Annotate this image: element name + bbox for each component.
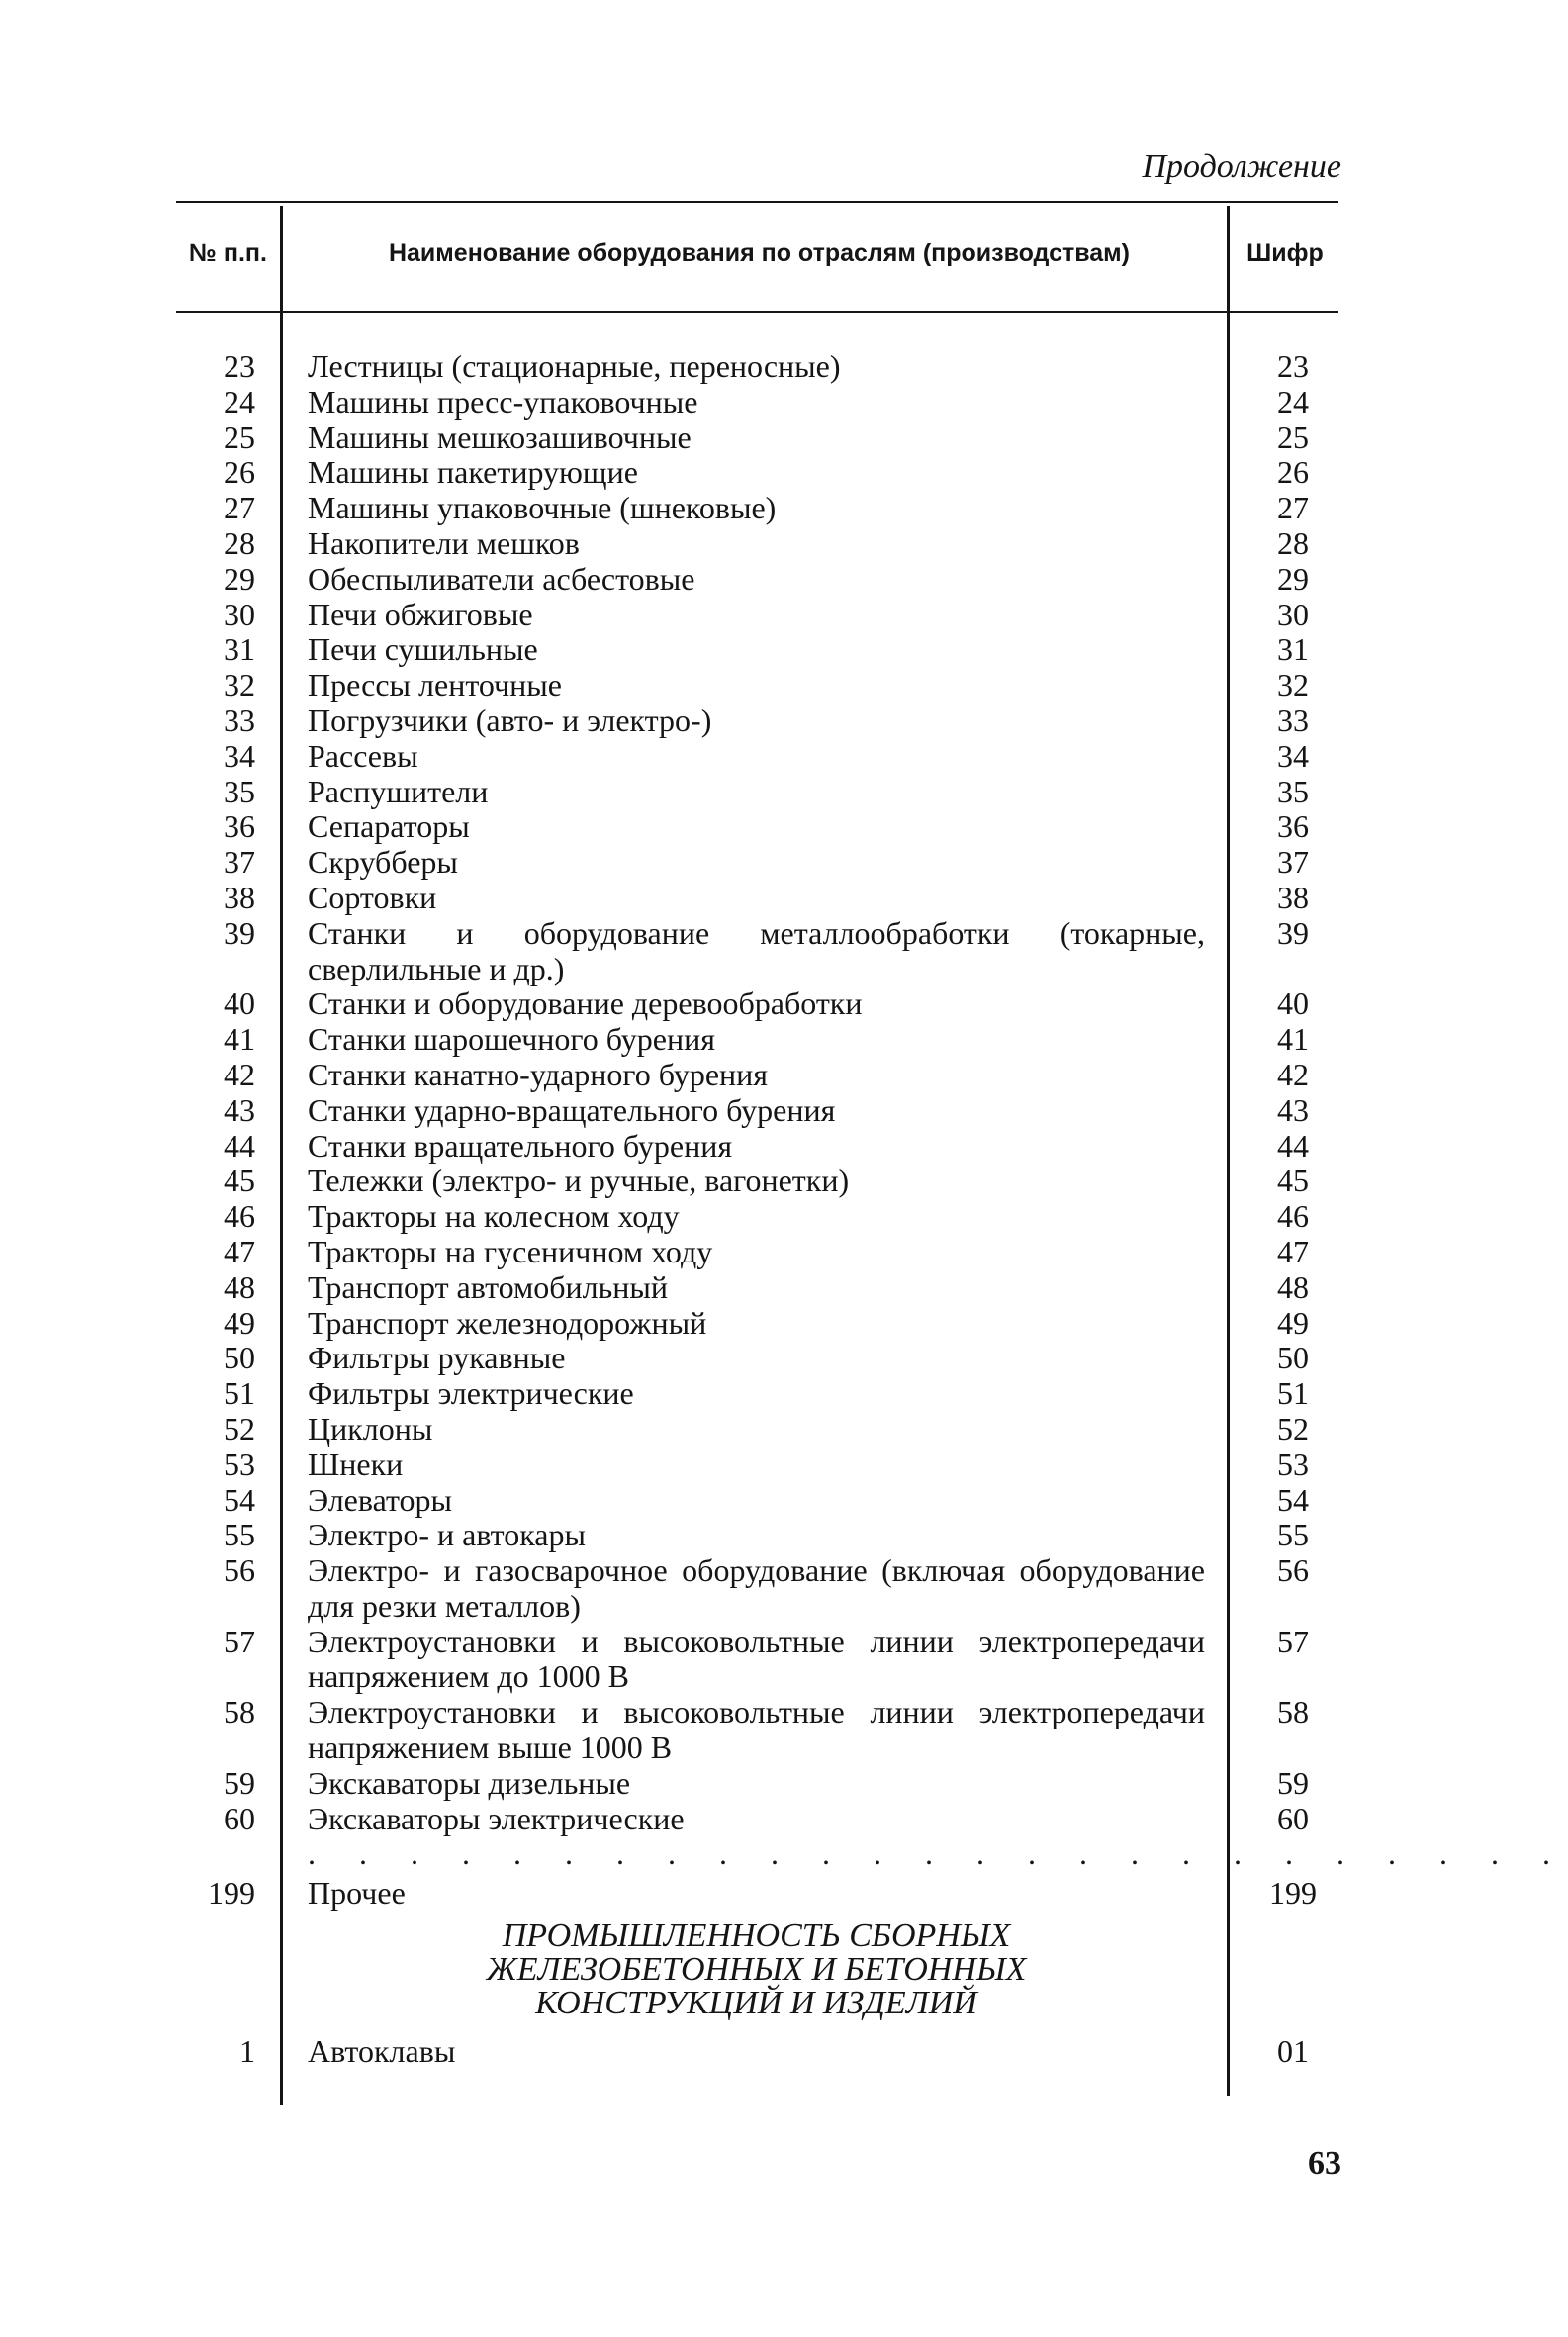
table-row	[0, 1695, 1520, 1766]
row-code: 31	[1277, 631, 1309, 668]
section-title	[308, 1912, 1205, 2030]
row-num: 46	[224, 1198, 255, 1235]
row-code: 42	[1277, 1056, 1309, 1092]
table-row	[0, 632, 1520, 668]
row-name: Тракторы на гусеничном ходу	[308, 1233, 713, 1269]
row-num: 59	[224, 1764, 255, 1801]
row-num: 29	[224, 560, 255, 597]
row-code: 58	[1277, 1694, 1309, 1730]
row-num: 25	[224, 419, 255, 455]
section-title-line-1: ПРОМЫШЛЕННОСТЬ СБОРНЫХ	[502, 1917, 1011, 1955]
row-name: Станки шарошечного бурения	[308, 1021, 715, 1058]
row-num: 55	[224, 1517, 255, 1553]
row-num: 39	[224, 914, 255, 951]
table-row	[0, 1093, 1520, 1129]
row-name: Станки ударно-вращательного бурения	[308, 1091, 836, 1128]
table-row	[0, 739, 1520, 775]
row-name: Станки и оборудование металлообработки (токарные, сверлильные и др.)	[308, 914, 1205, 986]
row-code: 49	[1277, 1304, 1309, 1341]
row-code: 43	[1277, 1091, 1309, 1128]
row-name: Тележки (электро- и ручные, вагонетки)	[308, 1163, 850, 1199]
table-row	[0, 1802, 1520, 1837]
table-row	[0, 1625, 1520, 1696]
row-name: Станки вращательного бурения	[308, 1127, 733, 1164]
row-num: 24	[224, 383, 255, 420]
row-code: 26	[1277, 454, 1309, 491]
row-code: 53	[1277, 1446, 1309, 1482]
row-name: Прессы ленточные	[308, 667, 562, 703]
row-num: 57	[224, 1623, 255, 1659]
row-num: 23	[224, 348, 255, 384]
row-num: 48	[224, 1268, 255, 1305]
row-num: 53	[224, 1446, 255, 1482]
table-row	[0, 1164, 1520, 1199]
row-code: 52	[1277, 1410, 1309, 1447]
row-name: Электро- и газосварочное оборудование (включая оборудование для резки металлов)	[308, 1552, 1205, 1624]
row-num: 41	[224, 1021, 255, 1058]
table-row	[0, 881, 1520, 916]
row-num: 43	[224, 1091, 255, 1128]
header-top-rule	[176, 201, 1338, 203]
table-row	[0, 385, 1520, 421]
section-rows	[0, 2034, 1520, 2070]
row-num: 1	[239, 2033, 255, 2070]
row-name: Машины пресс-упаковочные	[308, 383, 698, 420]
row-code: 38	[1277, 879, 1309, 915]
table-row	[0, 421, 1520, 456]
table-row	[0, 845, 1520, 881]
row-code: 32	[1277, 667, 1309, 703]
row-name: Распушители	[308, 773, 489, 809]
main-rows	[0, 349, 1520, 1836]
row-code: 54	[1277, 1481, 1309, 1518]
row-num: 54	[224, 1481, 255, 1518]
row-name: Фильтры электрические	[308, 1375, 634, 1412]
row-code: 01	[1277, 2033, 1309, 2070]
table-row	[0, 1199, 1520, 1235]
row-num: 44	[224, 1127, 255, 1164]
row-code: 57	[1277, 1623, 1309, 1659]
row-num: 36	[224, 808, 255, 845]
table-row	[0, 775, 1520, 810]
table-row	[0, 1306, 1520, 1342]
ellipsis-row	[0, 1835, 1568, 1872]
table-row	[0, 809, 1520, 845]
row-name: Погрузчики (авто- и электро-)	[308, 701, 712, 738]
row-num: 51	[224, 1375, 255, 1412]
row-num: 37	[224, 844, 255, 881]
row-name: Станки и оборудование деревообработки	[308, 985, 863, 1022]
row-code: 33	[1277, 701, 1309, 738]
table-row	[0, 526, 1520, 562]
row-num: 42	[224, 1056, 255, 1092]
row-code: 44	[1277, 1127, 1309, 1164]
row-name: Машины упаковочные (шнековые)	[308, 490, 777, 526]
row-name: Машины мешкозашивочные	[308, 419, 692, 455]
row-name: Накопители мешков	[308, 524, 580, 561]
row-name: Печи сушильные	[308, 631, 538, 668]
row-code: 40	[1277, 985, 1309, 1022]
section-title-line-3: КОНСТРУКЦИЙ И ИЗДЕЛИЙ	[535, 1985, 977, 2022]
table-row	[0, 1766, 1520, 1802]
row-code: 41	[1277, 1021, 1309, 1058]
table-row	[0, 1022, 1520, 1058]
table-row	[0, 1448, 1520, 1483]
table-row	[0, 1483, 1520, 1519]
row-code: 28	[1277, 524, 1309, 561]
row-num: 45	[224, 1163, 255, 1199]
row-name: Прочее	[308, 1875, 406, 1912]
table-row	[0, 703, 1520, 739]
table-row	[0, 1058, 1520, 1093]
header-bottom-rule	[176, 311, 1338, 313]
row-name: Станки канатно-ударного бурения	[308, 1056, 768, 1092]
row-code: 34	[1277, 737, 1309, 774]
row-num: 26	[224, 454, 255, 491]
table-row-other	[0, 1876, 1520, 1912]
row-num: 35	[224, 773, 255, 809]
table-row	[0, 455, 1520, 491]
ellipsis: . . . . . . . . . . . . . . . . . . . . . . . . .	[308, 1835, 1568, 1872]
row-num: 38	[224, 879, 255, 915]
row-name: Электроустановки и высоковольтные линии электропередачи напряжением до 1000 В	[308, 1623, 1205, 1695]
row-code: 60	[1277, 1800, 1309, 1836]
row-name: Циклоны	[308, 1410, 433, 1447]
table-row	[0, 986, 1520, 1022]
table-row	[0, 916, 1520, 987]
table-row	[0, 1235, 1520, 1270]
row-code: 59	[1277, 1764, 1309, 1801]
row-name: Электро- и автокары	[308, 1517, 586, 1553]
row-code: 45	[1277, 1163, 1309, 1199]
row-name: Экскаваторы дизельные	[308, 1764, 631, 1801]
row-code: 36	[1277, 808, 1309, 845]
table-row	[0, 349, 1520, 385]
row-code: 56	[1277, 1552, 1309, 1589]
row-num: 199	[208, 1875, 255, 1912]
row-code: 35	[1277, 773, 1309, 809]
row-code: 24	[1277, 383, 1309, 420]
row-name: Рассевы	[308, 737, 418, 774]
row-name: Фильтры рукавные	[308, 1340, 566, 1376]
row-code: 199	[1269, 1875, 1317, 1912]
row-name: Электроустановки и высоковольтные линии электропередачи напряжением выше 1000 В	[308, 1694, 1205, 1766]
section-title-line-2: ЖЕЛЕЗОБЕТОННЫХ И БЕТОННЫХ	[486, 1951, 1027, 1989]
table-row	[0, 668, 1520, 703]
table-row	[0, 1553, 1520, 1625]
row-name: Печи обжиговые	[308, 596, 533, 632]
row-num: 28	[224, 524, 255, 561]
row-code: 25	[1277, 419, 1309, 455]
row-num: 32	[224, 667, 255, 703]
row-num: 58	[224, 1694, 255, 1730]
row-code: 30	[1277, 596, 1309, 632]
row-name: Обеспыливатели асбестовые	[308, 560, 695, 597]
row-num: 33	[224, 701, 255, 738]
row-num: 27	[224, 490, 255, 526]
row-code: 50	[1277, 1340, 1309, 1376]
row-num: 52	[224, 1410, 255, 1447]
table-row	[0, 1129, 1520, 1165]
row-code: 47	[1277, 1233, 1309, 1269]
row-name: Транспорт автомобильный	[308, 1268, 668, 1305]
header-num: № п.п.	[189, 239, 267, 267]
row-num: 50	[224, 1340, 255, 1376]
row-num: 56	[224, 1552, 255, 1589]
row-code: 27	[1277, 490, 1309, 526]
row-name: Шнеки	[308, 1446, 404, 1482]
row-num: 60	[224, 1800, 255, 1836]
row-name: Сепараторы	[308, 808, 470, 845]
row-num: 47	[224, 1233, 255, 1269]
table-row	[0, 1341, 1520, 1376]
table-row	[0, 1518, 1520, 1553]
header-name: Наименование оборудования по отраслям (производствам)	[388, 239, 1131, 267]
row-name: Сортовки	[308, 879, 437, 915]
row-name: Тракторы на колесном ходу	[308, 1198, 680, 1235]
row-name: Транспорт железнодорожный	[308, 1304, 707, 1341]
row-name: Скрубберы	[308, 844, 458, 881]
row-num: 30	[224, 596, 255, 632]
row-name: Экскаваторы электрические	[308, 1800, 685, 1836]
row-code: 51	[1277, 1375, 1309, 1412]
continuation-label: Продолжение	[1142, 148, 1341, 185]
table-row	[0, 2034, 1520, 2070]
table-row	[0, 1270, 1520, 1306]
row-code: 55	[1277, 1517, 1309, 1553]
row-num: 34	[224, 737, 255, 774]
equipment-table	[0, 348, 1568, 2070]
table-row	[0, 562, 1520, 598]
table-row	[0, 598, 1520, 633]
row-code: 39	[1277, 914, 1309, 951]
row-num: 31	[224, 631, 255, 668]
row-code: 23	[1277, 348, 1309, 384]
row-code: 37	[1277, 844, 1309, 881]
row-num: 40	[224, 985, 255, 1022]
page-number: 63	[1308, 2145, 1341, 2182]
table-row	[0, 491, 1520, 526]
table-row	[0, 1412, 1520, 1448]
row-name: Лестницы (стационарные, переносные)	[308, 348, 841, 384]
row-name: Машины пакетирующие	[308, 454, 638, 491]
header-code: Шифр	[1246, 239, 1324, 267]
row-code: 48	[1277, 1268, 1309, 1305]
row-code: 29	[1277, 560, 1309, 597]
row-code: 46	[1277, 1198, 1309, 1235]
row-name: Автоклавы	[308, 2033, 456, 2070]
row-num: 49	[224, 1304, 255, 1341]
row-name: Элеваторы	[308, 1481, 452, 1518]
table-row	[0, 1376, 1520, 1412]
